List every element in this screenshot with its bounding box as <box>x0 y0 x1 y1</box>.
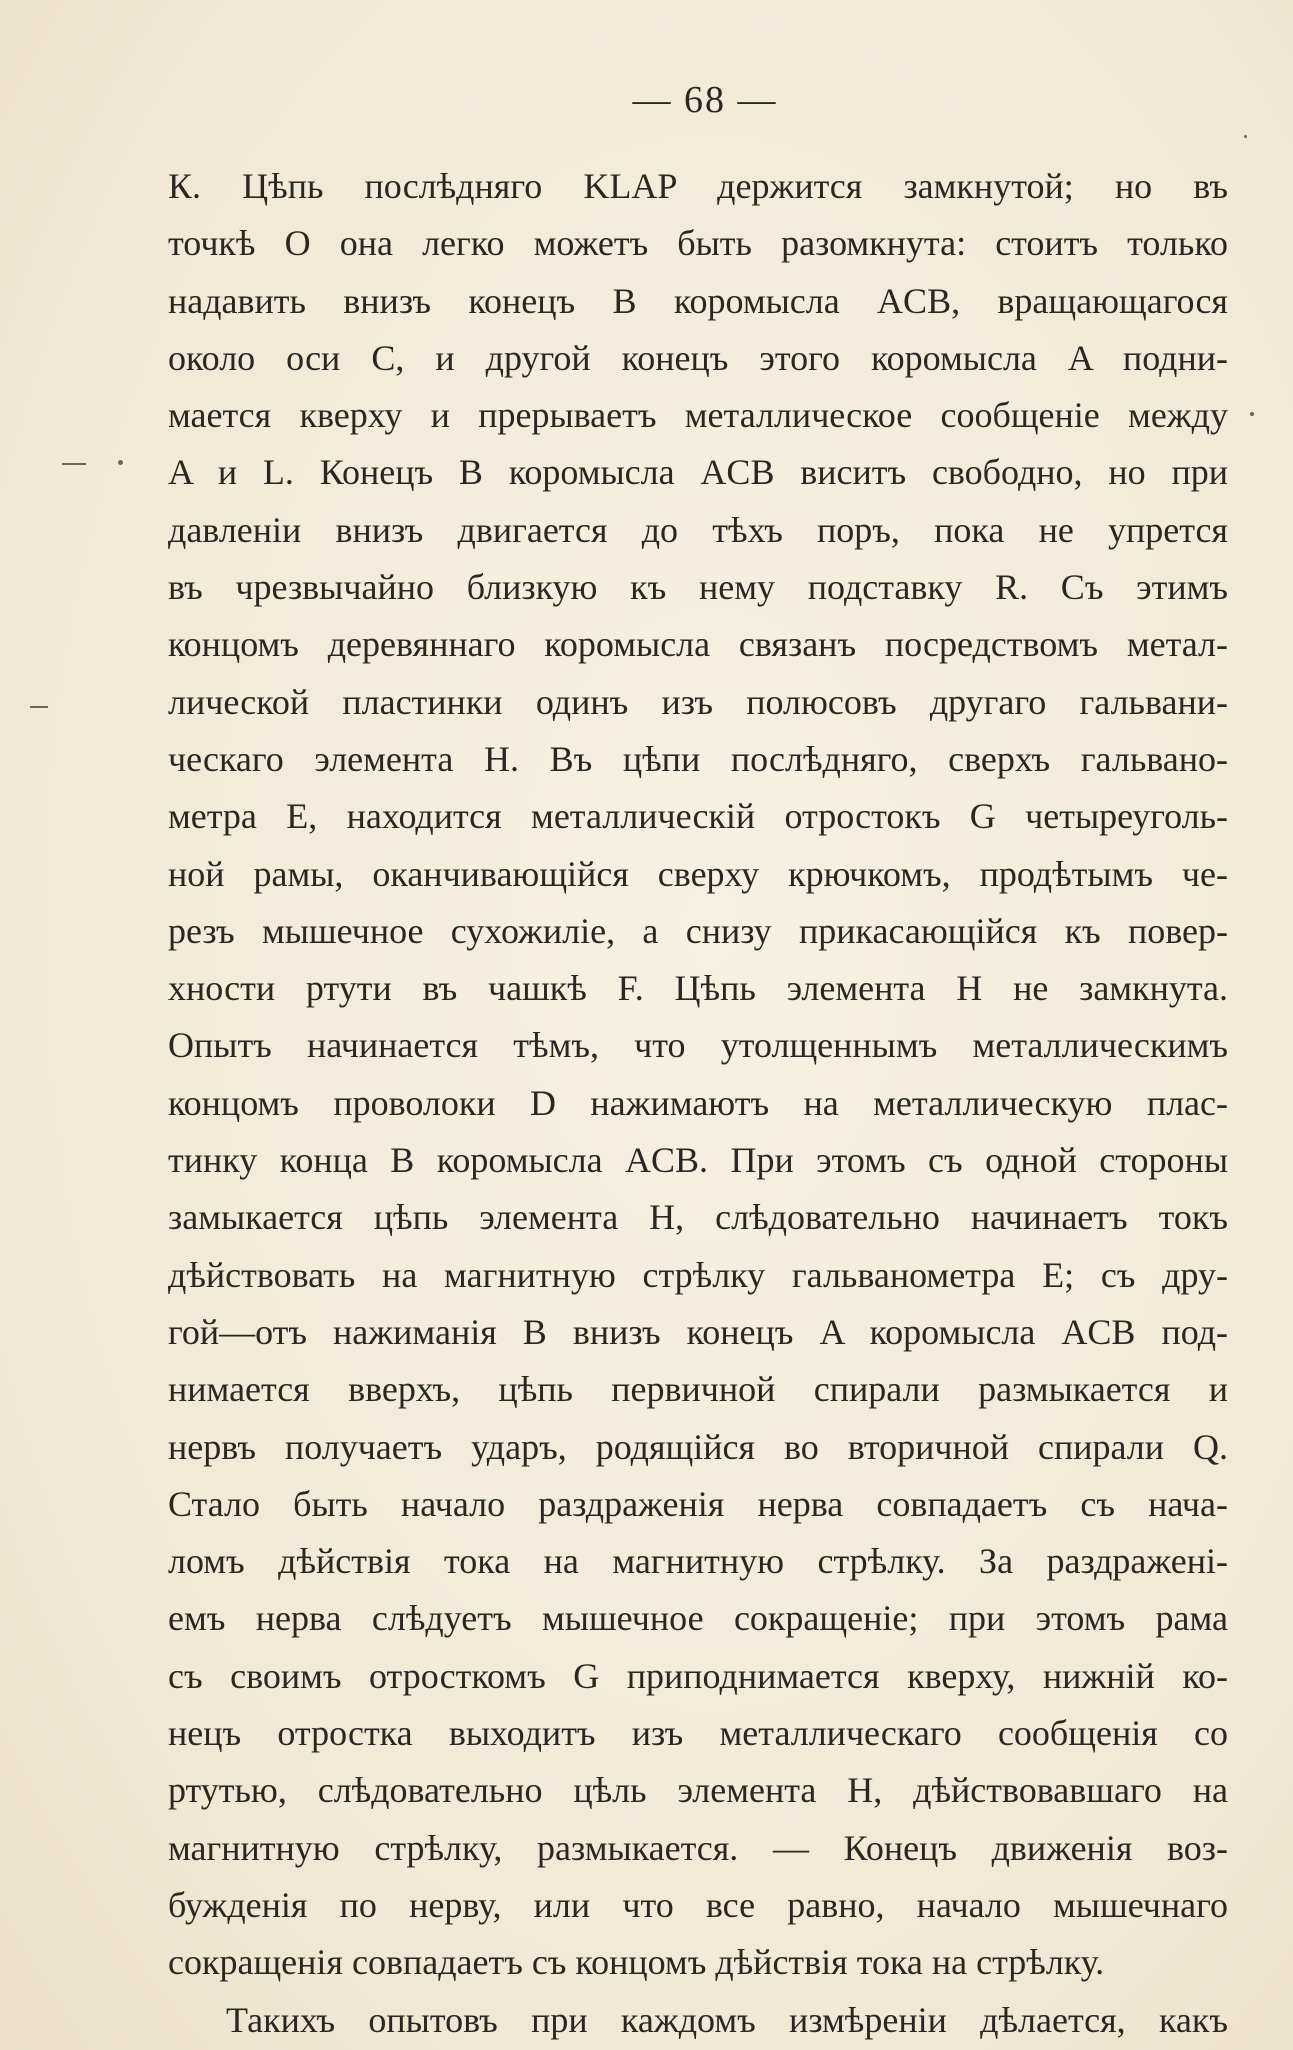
text-line: гой—отъ нажиманiя B внизъ конецъ A коромысла ACB под- <box>168 1311 1228 1352</box>
text-line: ломъ дѣйствiя тока на магнитную стрѣлку. За раздраженi- <box>168 1541 1228 1582</box>
text-line: точкѣ O она легко можетъ быть разомкнута: стоитъ только <box>168 223 1228 264</box>
text-line: К. Цѣпь послѣдняго KLAP держится замкнутой; но въ <box>168 166 1228 206</box>
text-line: концомъ деревяннаго коромысла связанъ посредствомъ метал- <box>168 624 1228 665</box>
text-line: нецъ отростка выходитъ изъ металлическаго сообщенiя со <box>168 1713 1228 1754</box>
margin-mark <box>30 706 48 708</box>
text-line: тинку конца B коромысла ACB. При этомъ съ одной стороны <box>168 1140 1228 1181</box>
text-line: ртутью, слѣдовательно цѣль элемента H, дѣйствовавшаго на <box>168 1770 1228 1811</box>
text-line: съ своимъ отросткомъ G приподнимается кверху, нижнiй ко- <box>168 1655 1228 1696</box>
text-line: емъ нерва слѣдуетъ мышечное сокращенiе; при этомъ рама <box>168 1598 1228 1639</box>
text-line: нервъ получаетъ ударъ, родящiйся во вторичной спирали Q. <box>168 1426 1228 1467</box>
text-line: метра E, находится металлическiй отростокъ G четыреуголь- <box>168 796 1228 837</box>
text-line: давленiи внизъ двигается до тѣхъ поръ, пока не упрется <box>168 509 1228 550</box>
margin-mark <box>1244 135 1247 138</box>
text-line: сокращенiя совпадаетъ съ концомъ дѣйствiя тока на стрѣлку. <box>168 1942 1105 1983</box>
body-text <box>168 158 1228 2049</box>
page-number: — 68 — <box>632 79 778 121</box>
text-line: замыкается цѣпь элемента H, слѣдовательно начинаетъ токъ <box>168 1197 1228 1238</box>
text-line: концомъ проволоки D нажимаютъ на металлическую плас- <box>168 1082 1228 1123</box>
text-line: магнитную стрѣлку, размыкается. — Конецъ движенiя воз- <box>168 1827 1228 1868</box>
text-line: Такихъ опытовъ при каждомъ измѣренiи дѣлается, какъ <box>226 1999 1228 2040</box>
text-line: Опытъ начинается тѣмъ, что утолщеннымъ металлическимъ <box>168 1025 1228 1066</box>
text-line: бужденiя по нерву, или что все равно, начало мышечнаго <box>168 1884 1228 1925</box>
text-line: мается кверху и прерываетъ металлическое сообщенiе между <box>168 395 1228 436</box>
text-line: ческаго элемента H. Въ цѣпи послѣдняго, сверхъ гальвано- <box>168 738 1228 779</box>
text-line: надавить внизъ конецъ B коромысла ACB, вращающагося <box>168 280 1228 321</box>
text-line: хности ртути въ чашкѣ F. Цѣпь элемента H не замкнута. <box>168 968 1228 1009</box>
margin-mark <box>62 463 86 465</box>
text-line: ной рамы, оканчивающiйся сверху крючкомъ, продѣтымъ че- <box>168 853 1228 894</box>
text-line: дѣйствовать на магнитную стрѣлку гальванометра E; съ дру- <box>168 1254 1228 1295</box>
text-line: A и L. Конецъ B коромысла ACB виситъ свободно, но при <box>168 452 1228 493</box>
text-line: Стало быть начало раздраженiя нерва совпадаетъ съ нача- <box>168 1483 1228 1524</box>
margin-mark <box>1250 412 1254 416</box>
text-line: около оси C, и другой конецъ этого коромысла A подни- <box>168 337 1228 378</box>
text-line: въ чрезвычайно близкую къ нему подставку R. Съ этимъ <box>168 567 1228 608</box>
text-line: нимается вверхъ, цѣпь первичной спирали размыкается и <box>168 1369 1228 1410</box>
margin-mark <box>118 460 123 465</box>
text-line: резъ мышечное сухожилiе, а снизу прикасающiйся къ повер- <box>168 910 1228 951</box>
text-line: лической пластинки одинъ изъ полюсовъ другаго гальвани- <box>168 681 1228 722</box>
